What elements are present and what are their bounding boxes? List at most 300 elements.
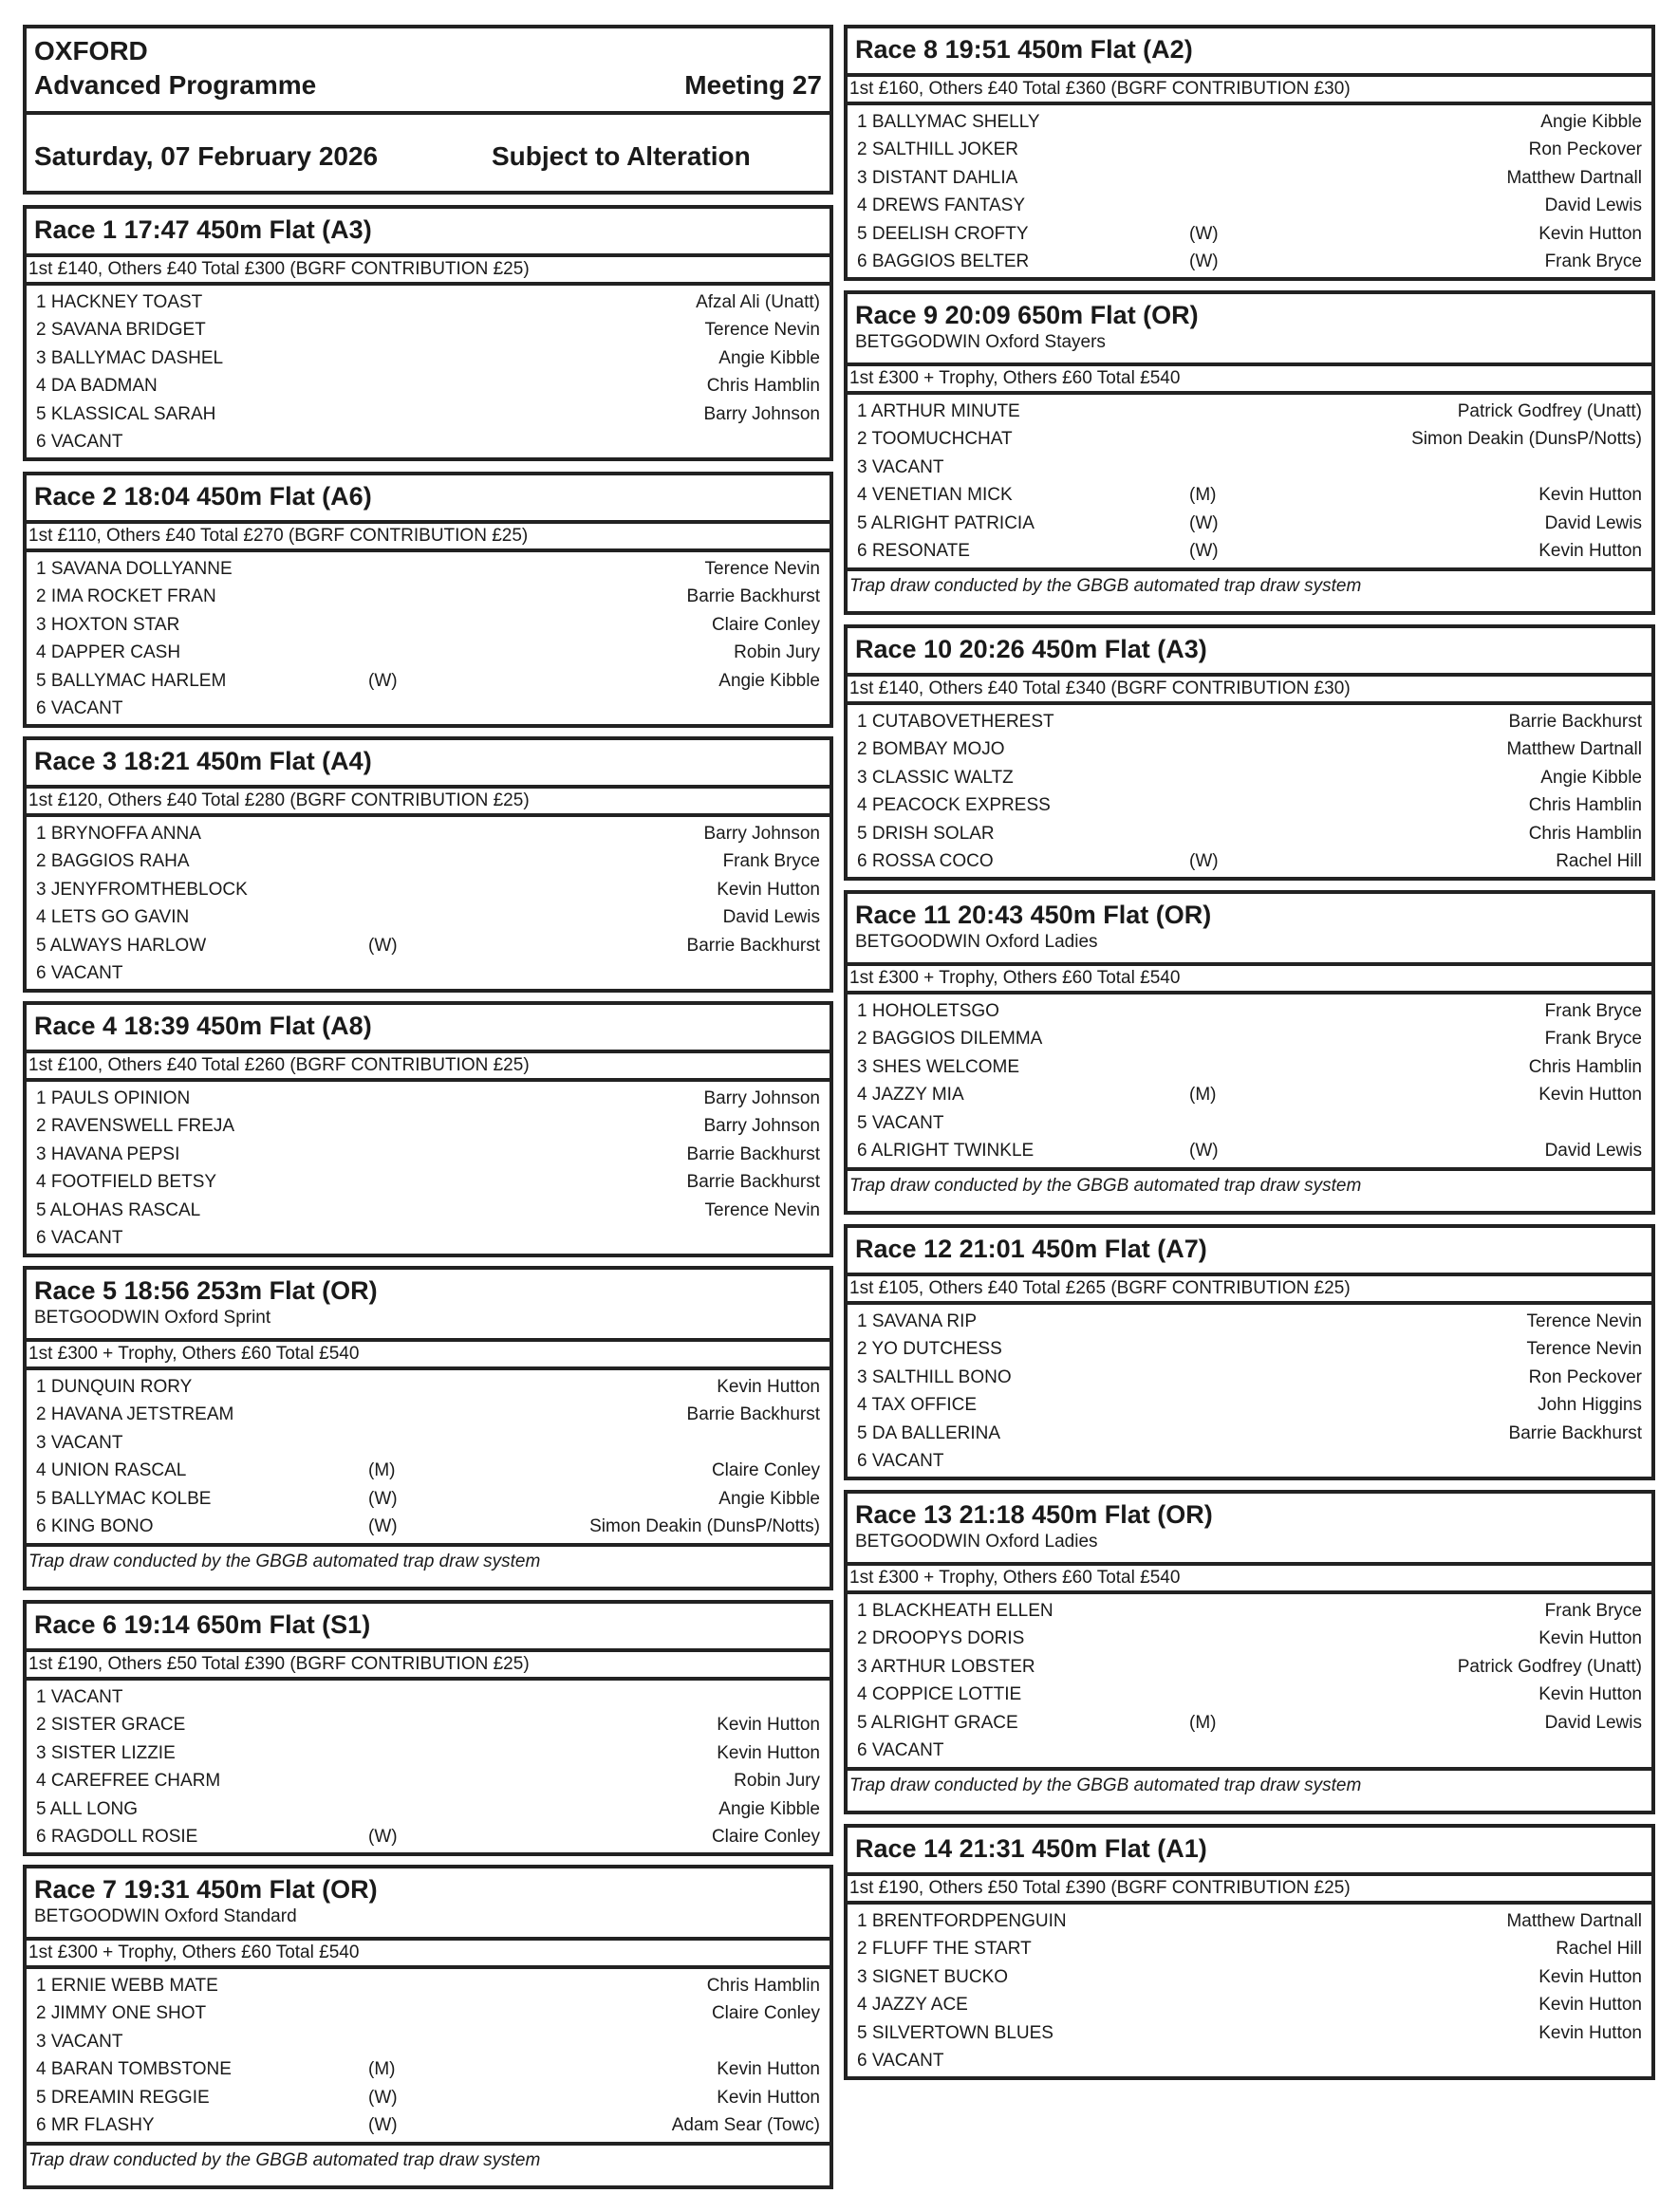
runner-dog: 3 SIGNET BUCKO: [857, 1966, 1009, 1987]
runner-row: [857, 1626, 1642, 1654]
race-title-row: [27, 475, 830, 524]
race-card-14: [844, 1824, 1655, 2080]
runner-trainer: Chris Hamblin: [706, 376, 820, 397]
runner-dog: 5 SILVERTOWN BLUES: [857, 2022, 1053, 2043]
runner-list: [848, 1594, 1651, 1767]
race-title: Race 10 20:26 450m Flat (A3): [855, 635, 1207, 663]
runner-row: [36, 1458, 820, 1486]
runner-row: [857, 220, 1642, 249]
runner-list: [27, 1370, 830, 1543]
runner-dog: 3 BALLYMAC DASHEL: [36, 347, 224, 368]
runner-row: [36, 640, 820, 668]
programme-type: Advanced Programme: [34, 70, 317, 100]
runner-trainer: Chris Hamblin: [706, 1975, 820, 1996]
runner-row: [857, 1082, 1642, 1110]
runner-dog: 3 CLASSIC WALTZ: [857, 767, 1014, 788]
runner-trainer: Frank Bryce: [1544, 1600, 1642, 1621]
runner-dog: 2 YO DUTCHESS: [857, 1339, 1002, 1360]
race-title: Race 13 21:18 450m Flat (OR): [855, 1500, 1213, 1529]
runner-row: [857, 1026, 1642, 1054]
runner-trainer: Barrie Backhurst: [686, 1143, 820, 1164]
runner-trainer: Barrie Backhurst: [1508, 1422, 1642, 1443]
runner-row: [36, 584, 820, 612]
runner-row: [36, 696, 820, 724]
runner-trainer: Terence Nevin: [704, 320, 820, 341]
runner-row: [857, 1738, 1642, 1766]
runner-row: [36, 2112, 820, 2141]
runner-row: [36, 2028, 820, 2056]
race-card-8: [844, 25, 1655, 281]
runner-dog: 1 SAVANA DOLLYANNE: [36, 558, 233, 579]
runner-trainer: John Higgins: [1538, 1395, 1642, 1416]
race-title: Race 3 18:21 450m Flat (A4): [34, 747, 372, 775]
runner-dog: 2 BOMBAY MOJO: [857, 739, 1005, 760]
runner-row: [857, 193, 1642, 221]
runner-trainer: Barrie Backhurst: [686, 935, 820, 956]
runner-dog: 5 ALRIGHT PATRICIA: [857, 512, 1035, 533]
trap-draw-note: Trap draw conducted by the GBGB automated trap draw system: [27, 2142, 830, 2173]
runner-row: [857, 510, 1642, 538]
runner-row: [36, 555, 820, 584]
race-card-3: [23, 736, 833, 993]
runner-dog: 1 CUTABOVETHEREST: [857, 711, 1054, 732]
runner-dog: 6 BAGGIOS BELTER: [857, 251, 1030, 272]
runner-seed: (W): [368, 935, 398, 956]
runner-trainer: Rachel Hill: [1556, 851, 1642, 872]
runner-dog: 3 HOXTON STAR: [36, 614, 180, 635]
runner-dog: 6 VACANT: [36, 963, 123, 984]
race-prize: 1st £140, Others £40 Total £340 (BGRF CONTRIBUTION £30): [848, 677, 1651, 705]
trap-draw-note: Trap draw conducted by the GBGB automated trap draw system: [848, 567, 1651, 599]
runner-row: [36, 1429, 820, 1458]
race-prize: 1st £105, Others £40 Total £265 (BGRF CONTRIBUTION £25): [848, 1276, 1651, 1305]
runner-dog: 5 DREAMIN REGGIE: [36, 2087, 210, 2108]
runner-dog: 6 ALRIGHT TWINKLE: [857, 1141, 1035, 1162]
runner-row: [36, 1085, 820, 1113]
runner-trainer: Matthew Dartnall: [1506, 739, 1642, 760]
runner-dog: 5 VACANT: [857, 1112, 944, 1133]
runner-dog: 1 ARTHUR MINUTE: [857, 400, 1020, 421]
race-prize: 1st £300 + Trophy, Others £60 Total £540: [848, 966, 1651, 994]
runner-dog: 1 HACKNEY TOAST: [36, 291, 203, 312]
race-card-10: [844, 624, 1655, 881]
race-title-row: [27, 740, 830, 789]
runner-row: [857, 164, 1642, 193]
race-prize: 1st £120, Others £40 Total £280 (BGRF CONTRIBUTION £25): [27, 789, 830, 817]
runner-row: [857, 1597, 1642, 1626]
runner-trainer: Matthew Dartnall: [1506, 1910, 1642, 1931]
runner-row: [36, 288, 820, 317]
programme-header: [23, 25, 833, 115]
runner-row: [857, 764, 1642, 792]
race-sponsor: BETGOODWIN Oxford Sprint: [34, 1308, 271, 1328]
runner-dog: 3 JENYFROMTHEBLOCK: [36, 879, 248, 900]
runner-seed: (W): [368, 1488, 398, 1509]
runner-dog: 1 VACANT: [36, 1686, 123, 1707]
runner-seed: (M): [1189, 485, 1217, 506]
venue-name: OXFORD: [34, 36, 148, 65]
runner-dog: 5 DRISH SOLAR: [857, 823, 995, 844]
race-card-6: [23, 1600, 833, 1856]
runner-seed: (W): [1189, 251, 1219, 272]
race-sponsor: BETGGODWIN Oxford Stayers: [855, 332, 1106, 352]
runner-row: [857, 736, 1642, 765]
runner-trainer: Barrie Backhurst: [686, 1404, 820, 1425]
runner-row: [36, 1768, 820, 1796]
runner-dog: 1 PAULS OPINION: [36, 1087, 191, 1108]
runner-row: [36, 1373, 820, 1402]
race-card-12: [844, 1224, 1655, 1480]
runner-trainer: Rachel Hill: [1556, 1939, 1642, 1960]
runner-row: [36, 1141, 820, 1169]
runner-trainer: Barry Johnson: [703, 823, 820, 844]
runner-trainer: Frank Bryce: [1544, 1000, 1642, 1021]
runner-trainer: Angie Kibble: [718, 1488, 820, 1509]
meeting-number: Meeting 27: [684, 70, 822, 100]
runner-trainer: Barry Johnson: [703, 1087, 820, 1108]
runner-row: [36, 904, 820, 933]
runner-trainer: Kevin Hutton: [1538, 541, 1642, 562]
race-title: Race 12 21:01 450m Flat (A7): [855, 1235, 1207, 1263]
runner-dog: 2 DROOPYS DORIS: [857, 1628, 1025, 1649]
runner-row: [857, 1992, 1642, 2020]
runner-dog: 1 SAVANA RIP: [857, 1310, 978, 1331]
race-card-11: [844, 890, 1655, 1215]
runner-dog: 2 JIMMY ONE SHOT: [36, 2003, 207, 2024]
runner-trainer: Kevin Hutton: [717, 879, 820, 900]
runner-row: [857, 137, 1642, 165]
runner-row: [36, 1514, 820, 1542]
race-title-row: [848, 628, 1651, 677]
runner-row: [36, 317, 820, 345]
runner-dog: 5 DA BALLERINA: [857, 1422, 1001, 1443]
race-title: Race 14 21:31 450m Flat (A1): [855, 1834, 1207, 1863]
runner-list: [848, 105, 1651, 278]
runner-dog: 4 COPPICE LOTTIE: [857, 1684, 1022, 1705]
runner-trainer: David Lewis: [1544, 1141, 1642, 1162]
runner-trainer: Barry Johnson: [703, 1116, 820, 1137]
runner-seed: (W): [1189, 541, 1219, 562]
alteration-notice: Subject to Alteration: [492, 141, 751, 171]
runner-dog: 6 VACANT: [857, 1740, 944, 1761]
runner-seed: (W): [1189, 223, 1219, 244]
race-prize: 1st £190, Others £50 Total £390 (BGRF CONTRIBUTION £25): [848, 1876, 1651, 1905]
runner-dog: 5 KLASSICAL SARAH: [36, 403, 216, 424]
runner-trainer: David Lewis: [1544, 1712, 1642, 1733]
runner-row: [857, 1308, 1642, 1336]
race-prize: 1st £300 + Trophy, Others £60 Total £540: [27, 1941, 830, 1969]
runner-row: [36, 820, 820, 848]
runner-row: [857, 792, 1642, 821]
race-card-13: [844, 1490, 1655, 1814]
runner-dog: 4 DREWS FANTASY: [857, 195, 1026, 216]
runner-row: [857, 708, 1642, 736]
runner-list: [27, 1082, 830, 1255]
runner-trainer: Kevin Hutton: [1538, 1995, 1642, 2016]
runner-trainer: Patrick Godfrey (Unatt): [1457, 1656, 1642, 1677]
runner-trainer: Frank Bryce: [1544, 251, 1642, 272]
runner-row: [857, 108, 1642, 137]
runner-dog: 2 BAGGIOS DILEMMA: [857, 1029, 1043, 1050]
runner-trainer: Kevin Hutton: [717, 1742, 820, 1763]
runner-trainer: Claire Conley: [711, 1827, 820, 1848]
race-title-row: [848, 1828, 1651, 1876]
race-title: Race 2 18:04 450m Flat (A6): [34, 482, 372, 511]
race-prize: 1st £190, Others £50 Total £390 (BGRF CONTRIBUTION £25): [27, 1652, 830, 1681]
runner-trainer: Angie Kibble: [1540, 111, 1642, 132]
race-title-row: [848, 894, 1651, 966]
runner-trainer: Angie Kibble: [718, 670, 820, 691]
runner-dog: 4 JAZZY ACE: [857, 1995, 968, 2016]
runner-row: [857, 2019, 1642, 2048]
runner-trainer: Ron Peckover: [1528, 1366, 1642, 1387]
runner-dog: 4 DAPPER CASH: [36, 642, 181, 663]
runner-dog: 4 BARAN TOMBSTONE: [36, 2059, 232, 2080]
runner-list: [27, 1681, 830, 1853]
runner-row: [857, 1392, 1642, 1421]
runner-trainer: Claire Conley: [711, 2003, 820, 2024]
runner-trainer: Kevin Hutton: [717, 1376, 820, 1397]
runner-dog: 3 DISTANT DAHLIA: [857, 167, 1018, 188]
race-prize: 1st £100, Others £40 Total £260 (BGRF CONTRIBUTION £25): [27, 1053, 830, 1082]
runner-row: [36, 400, 820, 429]
runner-list: [848, 395, 1651, 567]
runner-seed: (W): [1189, 1141, 1219, 1162]
runner-row: [857, 1420, 1642, 1448]
runner-row: [36, 932, 820, 960]
runner-row: [857, 1109, 1642, 1138]
race-card-2: [23, 472, 833, 728]
runner-trainer: Afzal Ali (Unatt): [696, 291, 820, 312]
runner-row: [36, 611, 820, 640]
runner-row: [36, 1402, 820, 1430]
runner-dog: 3 VACANT: [36, 2031, 123, 2052]
runner-dog: 6 ROSSA COCO: [857, 851, 994, 872]
runner-dog: 6 VACANT: [857, 1451, 944, 1472]
runner-seed: (M): [1189, 1085, 1217, 1106]
trap-draw-note: Trap draw conducted by the GBGB automated trap draw system: [848, 1167, 1651, 1199]
runner-row: [857, 1053, 1642, 1082]
runner-dog: 1 HOHOLETSGO: [857, 1000, 999, 1021]
runner-row: [857, 1653, 1642, 1682]
runner-row: [36, 344, 820, 373]
runner-row: [857, 2048, 1642, 2076]
race-prize: 1st £300 + Trophy, Others £60 Total £540: [848, 366, 1651, 395]
runner-dog: 4 PEACOCK EXPRESS: [857, 795, 1051, 816]
runner-dog: 2 HAVANA JETSTREAM: [36, 1404, 234, 1425]
runner-trainer: Robin Jury: [734, 1771, 820, 1792]
runner-seed: (W): [368, 1516, 398, 1537]
runner-seed: (W): [368, 670, 398, 691]
runner-dog: 5 ALWAYS HARLOW: [36, 935, 207, 956]
runner-trainer: Barrie Backhurst: [1508, 711, 1642, 732]
runner-dog: 6 VACANT: [857, 2051, 944, 2072]
runner-list: [848, 705, 1651, 878]
runner-trainer: Kevin Hutton: [1538, 1085, 1642, 1106]
runner-row: [36, 848, 820, 877]
runner-row: [36, 1225, 820, 1254]
runner-dog: 6 VACANT: [36, 1228, 123, 1249]
runner-dog: 1 ERNIE WEBB MATE: [36, 1975, 218, 1996]
runner-list: [27, 1969, 830, 2142]
runner-trainer: Kevin Hutton: [717, 2087, 820, 2108]
runner-dog: 6 RAGDOLL ROSIE: [36, 1827, 198, 1848]
runner-dog: 4 LETS GO GAVIN: [36, 907, 190, 928]
runner-trainer: Kevin Hutton: [717, 1715, 820, 1736]
runner-seed: (W): [368, 2087, 398, 2108]
runner-trainer: Robin Jury: [734, 642, 820, 663]
race-sponsor: BETGOODWIN Oxford Standard: [34, 1906, 297, 1926]
race-sponsor: BETGOODWIN Oxford Ladies: [855, 932, 1098, 952]
race-title: Race 9 20:09 650m Flat (OR): [855, 301, 1199, 329]
runner-dog: 4 JAZZY MIA: [857, 1085, 964, 1106]
runner-row: [857, 1682, 1642, 1710]
runner-list: [27, 552, 830, 725]
runner-trainer: Angie Kibble: [718, 347, 820, 368]
race-prize: 1st £140, Others £40 Total £300 (BGRF CONTRIBUTION £25): [27, 257, 830, 286]
race-title-row: [848, 1494, 1651, 1566]
runner-row: [857, 1907, 1642, 1936]
runner-row: [857, 1709, 1642, 1738]
race-prize: 1st £300 + Trophy, Others £60 Total £540: [27, 1342, 830, 1370]
runner-dog: 3 SALTHILL BONO: [857, 1366, 1012, 1387]
race-card-5: [23, 1266, 833, 1590]
runner-dog: 2 TOOMUCHCHAT: [857, 429, 1013, 450]
race-prize: 1st £160, Others £40 Total £360 (BGRF CONTRIBUTION £30): [848, 77, 1651, 105]
race-sponsor: BETGOODWIN Oxford Ladies: [855, 1532, 1098, 1552]
runner-seed: (M): [1189, 1712, 1217, 1733]
runner-dog: 3 SHES WELCOME: [857, 1056, 1020, 1077]
race-prize: 1st £300 + Trophy, Others £60 Total £540: [848, 1566, 1651, 1594]
runner-row: [857, 249, 1642, 277]
runner-dog: 2 BAGGIOS RAHA: [36, 851, 190, 872]
runner-dog: 1 BLACKHEATH ELLEN: [857, 1600, 1053, 1621]
runner-seed: (W): [368, 2115, 398, 2136]
runner-row: [857, 1448, 1642, 1477]
runner-row: [857, 426, 1642, 455]
runner-row: [36, 429, 820, 457]
runner-trainer: Simon Deakin (DunsP/Notts): [589, 1516, 820, 1537]
runner-trainer: Ron Peckover: [1528, 139, 1642, 160]
trap-draw-note: Trap draw conducted by the GBGB automated trap draw system: [848, 1767, 1651, 1798]
race-card-9: [844, 290, 1655, 615]
runner-seed: (W): [368, 1827, 398, 1848]
runner-trainer: Chris Hamblin: [1528, 823, 1642, 844]
runner-trainer: Adam Sear (Towc): [671, 2115, 820, 2136]
runner-dog: 4 VENETIAN MICK: [857, 485, 1013, 506]
runner-dog: 1 BALLYMAC SHELLY: [857, 111, 1040, 132]
runner-dog: 6 VACANT: [36, 432, 123, 453]
runner-trainer: Kevin Hutton: [717, 2059, 820, 2080]
runner-dog: 4 TAX OFFICE: [857, 1395, 977, 1416]
runner-dog: 6 MR FLASHY: [36, 2115, 155, 2136]
runner-list: [27, 286, 830, 458]
programme-date-box: [23, 111, 833, 195]
runner-dog: 6 RESONATE: [857, 541, 970, 562]
runner-dog: 4 FOOTFIELD BETSY: [36, 1172, 217, 1193]
runner-dog: 5 ALL LONG: [36, 1798, 139, 1819]
runner-trainer: Chris Hamblin: [1528, 1056, 1642, 1077]
race-title-row: [848, 1228, 1651, 1276]
runner-dog: 3 VACANT: [36, 1432, 123, 1453]
runner-trainer: Terence Nevin: [1526, 1339, 1642, 1360]
runner-dog: 5 BALLYMAC KOLBE: [36, 1488, 212, 1509]
runner-row: [36, 876, 820, 904]
runner-trainer: Angie Kibble: [718, 1798, 820, 1819]
race-title: Race 8 19:51 450m Flat (A2): [855, 35, 1193, 64]
race-title-row: [27, 1005, 830, 1053]
runner-trainer: Claire Conley: [711, 614, 820, 635]
runner-dog: 4 CAREFREE CHARM: [36, 1771, 221, 1792]
runner-trainer: Patrick Godfrey (Unatt): [1457, 400, 1642, 421]
runner-row: [857, 997, 1642, 1026]
runner-row: [36, 1113, 820, 1142]
runner-row: [36, 1824, 820, 1852]
race-card-1: [23, 205, 833, 461]
runner-trainer: Kevin Hutton: [1538, 223, 1642, 244]
runner-trainer: Claire Conley: [711, 1460, 820, 1481]
runner-row: [36, 1169, 820, 1198]
runner-dog: 2 IMA ROCKET FRAN: [36, 586, 216, 607]
runner-row: [36, 2000, 820, 2029]
runner-dog: 1 DUNQUIN RORY: [36, 1376, 193, 1397]
trap-draw-note: Trap draw conducted by the GBGB automated trap draw system: [27, 1543, 830, 1574]
runner-dog: 5 BALLYMAC HARLEM: [36, 670, 227, 691]
runner-row: [36, 2084, 820, 2112]
runner-row: [36, 960, 820, 989]
race-title-row: [848, 28, 1651, 77]
runner-trainer: David Lewis: [1544, 195, 1642, 216]
runner-dog: 5 ALOHAS RASCAL: [36, 1199, 201, 1220]
runner-row: [36, 667, 820, 696]
runner-trainer: Terence Nevin: [1526, 1310, 1642, 1331]
race-card-7: [23, 1865, 833, 2189]
runner-trainer: Barrie Backhurst: [686, 586, 820, 607]
runner-trainer: Kevin Hutton: [1538, 2022, 1642, 2043]
runner-row: [857, 454, 1642, 482]
runner-trainer: Frank Bryce: [1544, 1029, 1642, 1050]
race-title: Race 11 20:43 450m Flat (OR): [855, 901, 1212, 929]
race-card-4: [23, 1001, 833, 1257]
race-title: Race 6 19:14 650m Flat (S1): [34, 1610, 371, 1639]
runner-row: [36, 2056, 820, 2085]
runner-trainer: Barry Johnson: [703, 403, 820, 424]
runner-dog: 2 FLUFF THE START: [857, 1939, 1032, 1960]
runner-dog: 5 ALRIGHT GRACE: [857, 1712, 1018, 1733]
runner-dog: 3 SISTER LIZZIE: [36, 1742, 176, 1763]
runner-trainer: Kevin Hutton: [1538, 1628, 1642, 1649]
runner-trainer: Simon Deakin (DunsP/Notts): [1411, 429, 1642, 450]
runner-row: [857, 538, 1642, 567]
runner-dog: 1 BRENTFORDPENGUIN: [857, 1910, 1067, 1931]
meeting-date: Saturday, 07 February 2026: [34, 141, 379, 171]
programme-line: [34, 70, 822, 101]
runner-trainer: Terence Nevin: [704, 1199, 820, 1220]
runner-dog: 2 SALTHILL JOKER: [857, 139, 1019, 160]
runner-trainer: Angie Kibble: [1540, 767, 1642, 788]
runner-list: [848, 994, 1651, 1167]
race-title-row: [27, 1270, 830, 1342]
runner-dog: 2 RAVENSWELL FREJA: [36, 1116, 235, 1137]
runner-seed: (W): [1189, 512, 1219, 533]
runner-row: [857, 398, 1642, 426]
runner-trainer: Barrie Backhurst: [686, 1172, 820, 1193]
runner-trainer: Kevin Hutton: [1538, 1684, 1642, 1705]
race-title-row: [27, 1604, 830, 1652]
runner-row: [857, 1936, 1642, 1964]
runner-dog: 6 VACANT: [36, 698, 123, 719]
runner-row: [36, 1712, 820, 1740]
